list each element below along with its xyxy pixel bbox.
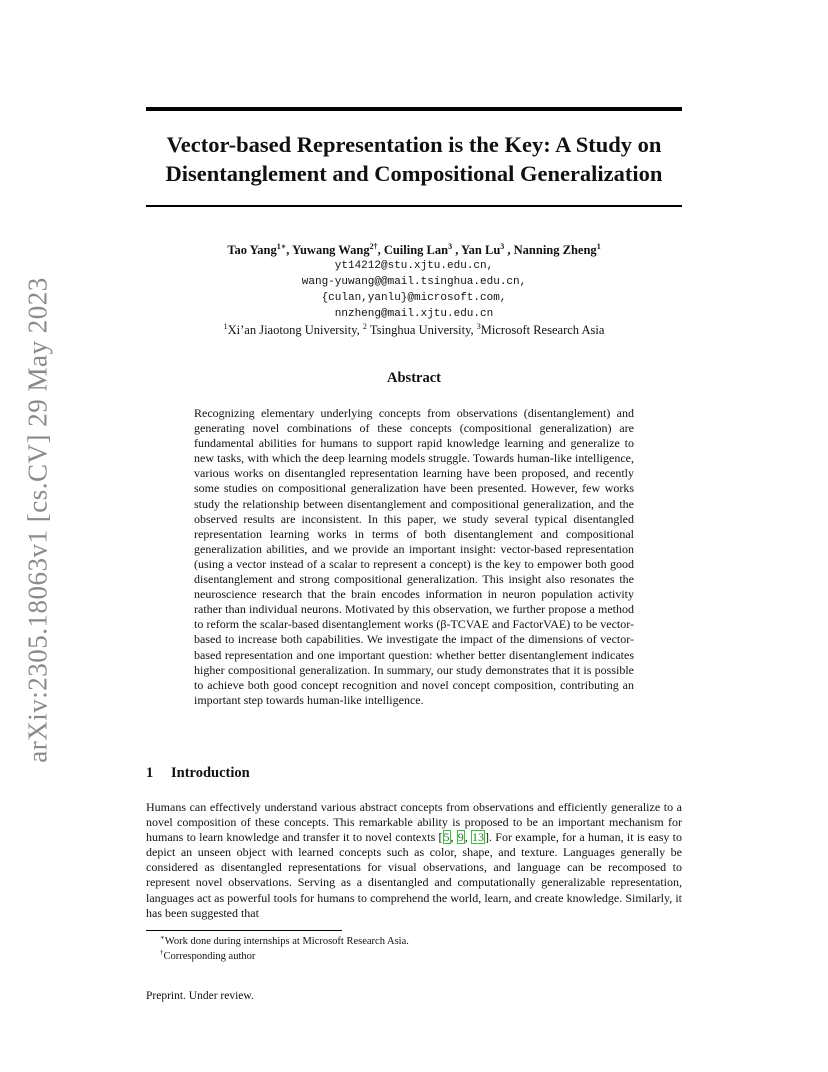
section-title: Introduction — [171, 765, 250, 781]
citation-link[interactable]: 9 — [457, 830, 464, 845]
citation-link[interactable]: 13 — [472, 830, 485, 845]
author-name: Cuiling Lan — [383, 243, 449, 257]
intro-text-part: ]. For example, for a human, it is easy to depict an unseen object with learned concepts such as color, shape, and texture. Languages generally be considered as disentangled representations for visual observations, and language can be recomposed to represent novel observations. Serving as a disentangled and computationally generalizable representation, languages act as powerful tools for humans to comprehend the world, learn, and create knowledge. Similarly, it has been suggested that — [146, 830, 683, 920]
abstract-heading: Abstract — [387, 370, 441, 386]
author-name: Nanning Zheng — [513, 243, 597, 257]
author-email: wang-yuwang@@mail.tsinghua.edu.cn, — [301, 276, 527, 288]
affiliations — [146, 322, 682, 338]
introduction-text — [146, 800, 682, 921]
paper-title: Vector-based Representation is the Key: A Study on Disentanglement and Compositional Generalization — [165, 132, 663, 186]
intro-text-part: Humans can effectively understand various abstract concepts from observations and efficiently generalize to a novel composition of these concepts. This remarkable ability is proposed to be an important mechanism for humans to learn knowledge and transfer it to novel contexts [ — [146, 800, 682, 845]
citation-separator: , — [450, 830, 457, 845]
author-name: Tao Yang — [227, 243, 277, 257]
section-heading — [146, 765, 250, 782]
author-affil-mark: 3 — [500, 241, 505, 251]
citation-separator: , — [464, 830, 472, 845]
footnote-mark: † — [160, 948, 164, 957]
section-number: 1 — [146, 765, 154, 781]
footnote — [160, 949, 409, 964]
footnote-text: Work done during internships at Microsoft Research Asia. — [164, 936, 409, 947]
affil-mark: 3 — [476, 321, 481, 331]
title-top-rule — [146, 107, 682, 111]
author-email: yt14212@stu.xjtu.edu.cn, — [334, 260, 494, 272]
author-name: Yan Lu — [461, 243, 501, 257]
author-names: Tao Yang$^{1∗}$, Yuwang Wang$^{2\dagger}$, Cuiling Lan$^3$ , Yan Lu$^3$ , Nanning Zheng$^1$ — [227, 241, 601, 257]
author-affil-mark: 1 — [596, 241, 601, 251]
footnote — [160, 934, 409, 949]
abstract-text: Recognizing elementary underlying concepts from observations (disentanglement) and generating novel combinations of these concepts (compositional generalization) are fundamental abilities for humans to support rapid knowledge learning and generalize to new tasks, with which the deep learning models struggle. Towards human-like intelligence, various works on disentangled representation learning have been proposed, and recently some studies on compositional generalization have been presented. However, few works study the relationship between disentanglement and compositional generalization, and the observed results are inconsistent. In this paper, we study several typical disentangled representation learning works in terms of both disentanglement and compositional generalization abilities, and we provide an important insight: vector-based representation (using a vector instead of a scalar to represent a concept) is the key to empower both good disentanglement and strong compositional generalization. This insight also resonates the neuroscience research that the brain encodes information in neuron population activity rather than individual neurons. Motivated by this observation, we further propose a method to reform the scalar-based disentanglement works (β-TCVAE and FactorVAE) to be vector-based to increase both capabilities. We investigate the impact of the dimensions of vector-based representation and one important question: whether better disentanglement indicates higher compositional generalization. In summary, our study demonstrates that it is possible to achieve both good concept recognition and novel concept composition, contributing an important step towards human-like intelligence. — [194, 406, 634, 707]
author-email: {culan,yanlu}@microsoft.com, — [321, 292, 507, 304]
arxiv-identifier-stamp: arXiv:2305.18063v1 [cs.CV] 29 May 2023 — [22, 277, 53, 763]
author-affil-mark: 3 — [448, 241, 453, 251]
affil-name: Microsoft Research Asia — [480, 323, 605, 337]
author-email: nnzheng@mail.xjtu.edu.cn — [334, 308, 494, 320]
footnote-text: Corresponding author — [163, 951, 256, 962]
author-affil-mark: 1∗ — [276, 241, 287, 251]
title-bottom-rule — [146, 205, 682, 207]
affil-name: Tsinghua University, — [369, 323, 474, 337]
affil-mark: 1 — [223, 321, 228, 331]
affil-mark: 2 — [362, 321, 367, 331]
affil-name: Xi’an Jiaotong University, — [227, 323, 360, 337]
author-block — [146, 242, 682, 338]
footnote-rule — [146, 930, 342, 931]
citation-link[interactable]: 5 — [443, 830, 450, 845]
footnote-mark: ∗ — [160, 933, 165, 942]
author-name: Yuwang Wang — [292, 243, 370, 257]
preprint-note: Preprint. Under review. — [146, 990, 254, 1002]
footnotes — [160, 934, 409, 964]
author-affil-mark: 2† — [369, 241, 378, 251]
